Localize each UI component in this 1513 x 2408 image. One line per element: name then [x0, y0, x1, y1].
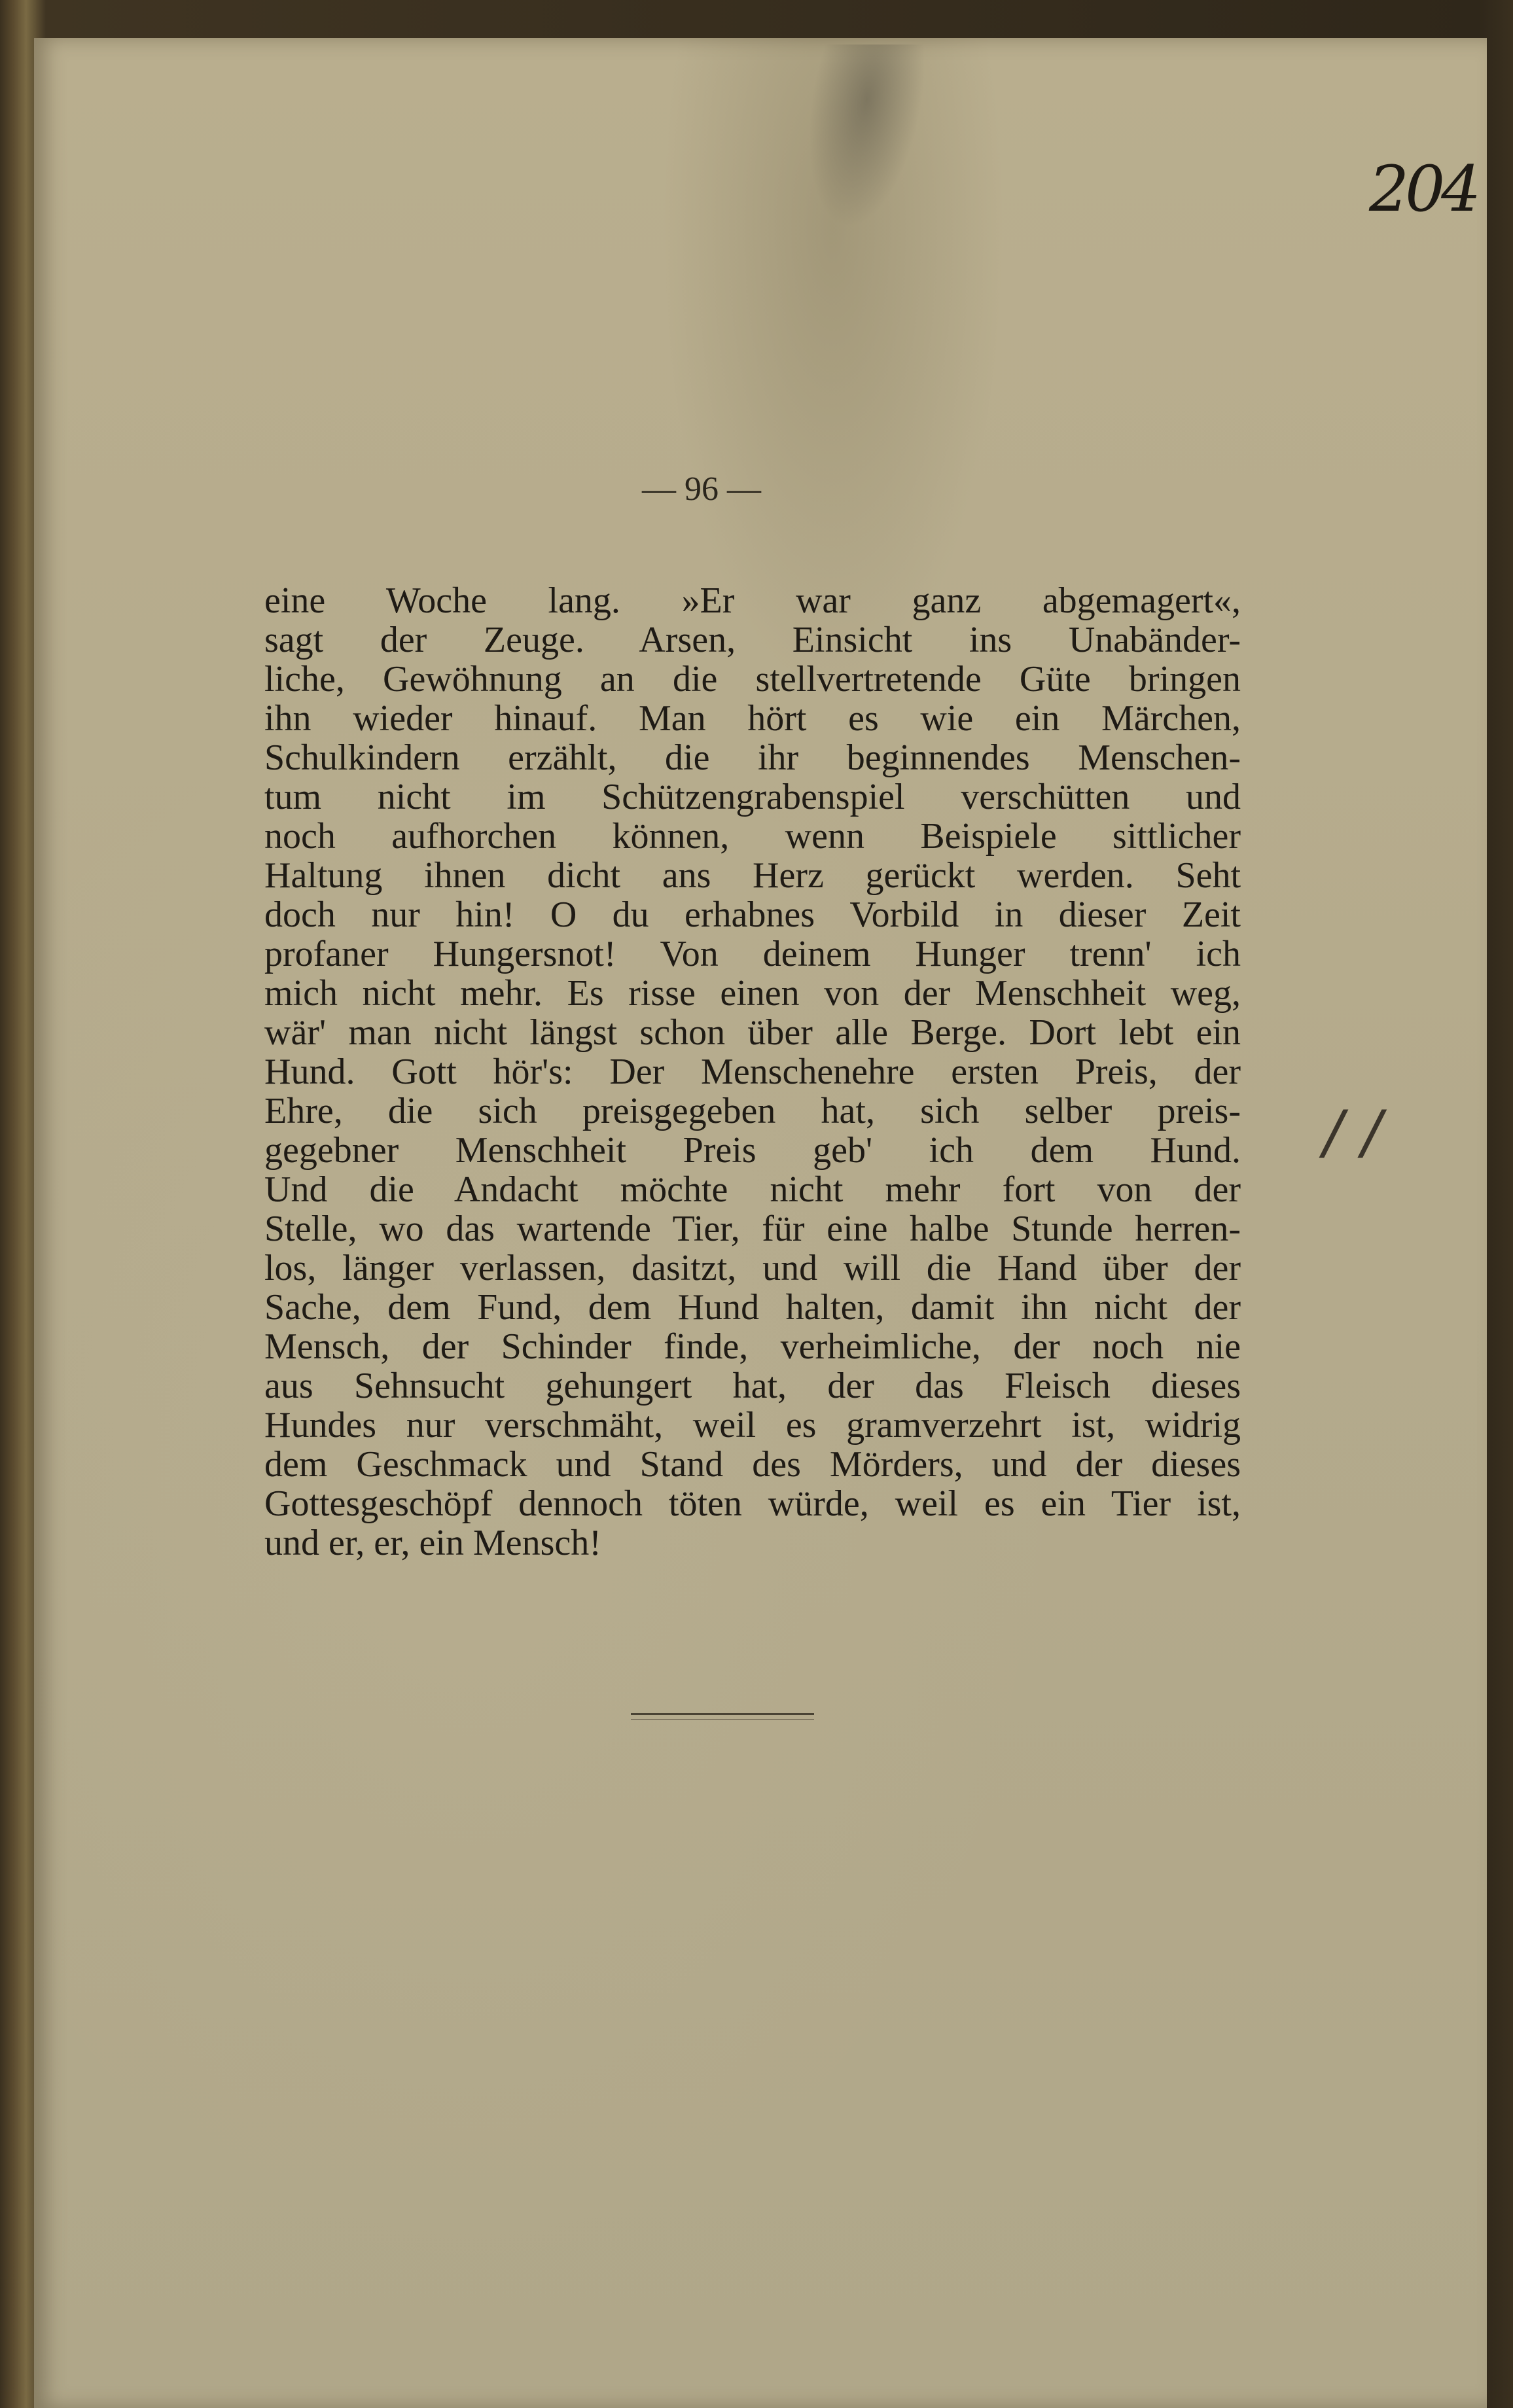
text-line: profaner Hungersnot! Von deinem Hunger trenn' ich — [264, 934, 1241, 974]
end-divider — [631, 1713, 814, 1715]
body-text — [264, 581, 1241, 1563]
text-line: tum nicht im Schützengrabenspiel verschütten und — [264, 777, 1241, 817]
text-line: und er, er, ein Mensch! — [264, 1523, 601, 1563]
text-line: eine Woche lang. »Er war ganz abgemagert«, — [264, 580, 1241, 621]
text-line: doch nur hin! O du erhabnes Vorbild in dieser Zeit — [264, 894, 1241, 935]
text-line: Haltung ihnen dicht ans Herz gerückt werden. Seht — [264, 855, 1241, 896]
text-line: Stelle, wo das wartende Tier, für eine halbe Stunde herren- — [264, 1209, 1241, 1249]
page-number: — 96 — — [642, 470, 761, 508]
margin-mark: / / — [1323, 1098, 1382, 1167]
text-line: dem Geschmack und Stand des Mörders, und der dieses — [264, 1444, 1241, 1485]
text-line: Hund. Gott hör's: Der Menschenehre ersten Preis, der — [264, 1052, 1241, 1092]
text-line: Gottesgeschöpf dennoch töten würde, weil es ein Tier ist, — [264, 1483, 1241, 1524]
text-line: sagt der Zeuge. Arsen, Einsicht ins Unabänder- — [264, 620, 1241, 660]
text-line: Und die Andacht möchte nicht mehr fort von der — [264, 1169, 1241, 1210]
text-line: noch aufhorchen können, wenn Beispiele sittlicher — [264, 816, 1241, 857]
text-line: ihn wieder hinauf. Man hört es wie ein Märchen, — [264, 698, 1241, 739]
paper-stain — [793, 44, 930, 228]
folio-mark: 204 — [1369, 152, 1478, 226]
text-line: Schulkindern erzählt, die ihr beginnendes Menschen- — [264, 737, 1241, 778]
text-line: Ehre, die sich preisgegeben hat, sich selber preis- — [264, 1091, 1241, 1131]
text-line: Hundes nur verschmäht, weil es gramverzehrt ist, widrig — [264, 1405, 1241, 1445]
text-line: aus Sehnsucht gehungert hat, der das Fleisch dieses — [264, 1366, 1241, 1406]
text-line: mich nicht mehr. Es risse einen von der Menschheit weg, — [264, 973, 1241, 1014]
text-line: los, länger verlassen, dasitzt, und will die Hand über der — [264, 1248, 1241, 1288]
text-line: wär' man nicht längst schon über alle Berge. Dort lebt ein — [264, 1012, 1241, 1053]
text-line: gegebner Menschheit Preis geb' ich dem Hund. — [264, 1130, 1241, 1171]
text-line: Mensch, der Schinder finde, verheimliche, der noch nie — [264, 1326, 1241, 1367]
text-line: liche, Gewöhnung an die stellvertretende Güte bringen — [264, 659, 1241, 699]
text-line: Sache, dem Fund, dem Hund halten, damit ihn nicht der — [264, 1287, 1241, 1328]
book-page — [34, 38, 1487, 2408]
